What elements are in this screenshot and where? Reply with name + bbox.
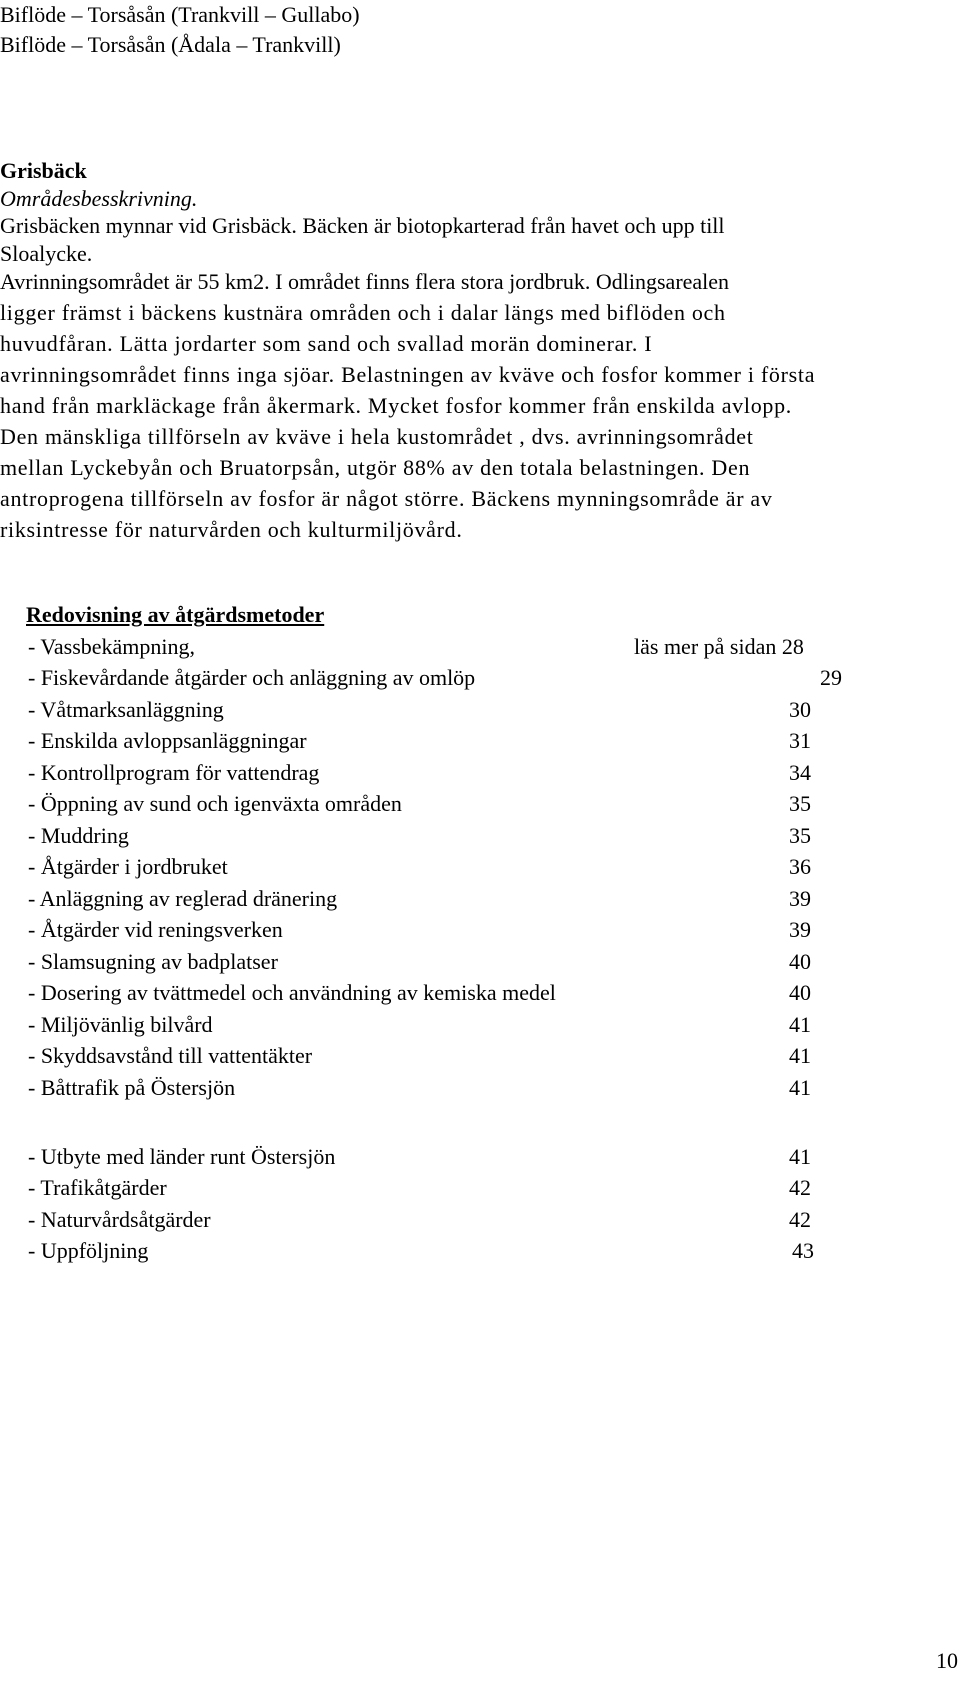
toc-label: - Vassbekämpning, <box>28 634 196 659</box>
toc-label: - Åtgärder vid reningsverken <box>28 917 283 942</box>
body-line: avrinningsområdet finns inga sjöar. Belastningen av kväve och fosfor kommer i första <box>0 362 816 387</box>
body-line: ligger främst i bäckens kustnära områden och i dalar längs med biflöden och <box>0 300 726 325</box>
toc-page: 36 <box>789 854 811 879</box>
intro-line: Avrinningsområdet är 55 km2. I området finns flera stora jordbruk. Odlingsarealen <box>0 269 730 294</box>
toc-label: - Åtgärder i jordbruket <box>28 854 228 879</box>
section-subtitle: Områdesbesskrivning. <box>0 186 198 211</box>
toc-label: - Kontrollprogram för vattendrag <box>28 760 320 785</box>
page-number: 10 <box>936 1648 958 1673</box>
toc-label: - Skyddsavstånd till vattentäkter <box>28 1043 313 1068</box>
toc-page: 41 <box>789 1012 811 1037</box>
toc-label: - Naturvårdsåtgärder <box>28 1207 211 1232</box>
toc-page: 39 <box>789 886 811 911</box>
body-line: hand från markläckage från åkermark. Mycket fosfor kommer från enskilda avlopp. <box>0 393 792 418</box>
toc-page: 30 <box>789 697 811 722</box>
toc-label: - Trafikåtgärder <box>28 1175 167 1200</box>
toc-label: - Muddring <box>28 823 129 848</box>
body-line: mellan Lyckebyån och Bruatorpsån, utgör 88% av den totala belastningen. Den <box>0 455 751 480</box>
toc-label: - Slamsugning av badplatser <box>28 949 278 974</box>
toc-label: - Fiskevårdande åtgärder och anläggning av omlöp <box>28 665 476 690</box>
toc-page: 29 <box>820 665 842 690</box>
body-line: antroprogena tillförseln av fosfor är något större. Bäckens mynningsområde är av <box>0 486 773 511</box>
toc-page: 39 <box>789 917 811 942</box>
toc-page: 34 <box>789 760 811 785</box>
body-line: riksintresse för naturvården och kulturmiljövård. <box>0 517 463 542</box>
toc-page: 40 <box>789 980 811 1005</box>
toc-label: - Enskilda avloppsanläggningar <box>28 728 307 753</box>
toc-page: 40 <box>789 949 811 974</box>
tributary-line: Biflöde – Torsåsån (Trankvill – Gullabo) <box>0 2 360 27</box>
toc-label: - Dosering av tvättmedel och användning av kemiska medel <box>28 980 556 1005</box>
body-line: Den mänskliga tillförseln av kväve i hela kustområdet , dvs. avrinningsområdet <box>0 424 754 449</box>
toc-page: läs mer på sidan 28 <box>634 634 804 659</box>
body-line: huvudfåran. Lätta jordarter som sand och svallad morän dominerar. I <box>0 331 653 356</box>
toc-page: 42 <box>789 1175 811 1200</box>
toc-page: 35 <box>789 791 811 816</box>
intro-line: Grisbäcken mynnar vid Grisbäck. Bäcken är biotopkarterad från havet och upp till <box>0 213 725 238</box>
measures-heading: Redovisning av åtgärdsmetoder <box>26 602 325 627</box>
toc-page: 31 <box>789 728 811 753</box>
toc-label: - Våtmarksanläggning <box>28 697 224 722</box>
toc-page: 41 <box>789 1144 811 1169</box>
toc-page: 43 <box>792 1238 814 1263</box>
toc-label: - Båttrafik på Östersjön <box>28 1075 236 1100</box>
toc-page: 41 <box>789 1075 811 1100</box>
toc-page: 41 <box>789 1043 811 1068</box>
tributary-line: Biflöde – Torsåsån (Ådala – Trankvill) <box>0 32 341 57</box>
intro-line: Sloalycke. <box>0 241 93 266</box>
toc-label: - Utbyte med länder runt Östersjön <box>28 1144 336 1169</box>
toc-label: - Anläggning av reglerad dränering <box>28 886 338 911</box>
toc-page: 35 <box>789 823 811 848</box>
toc-label: - Miljövänlig bilvård <box>28 1012 213 1037</box>
section-title: Grisbäck <box>0 158 87 183</box>
toc-page: 42 <box>789 1207 811 1232</box>
toc-label: - Uppföljning <box>28 1238 149 1263</box>
toc-label: - Öppning av sund och igenväxta områden <box>28 791 402 816</box>
